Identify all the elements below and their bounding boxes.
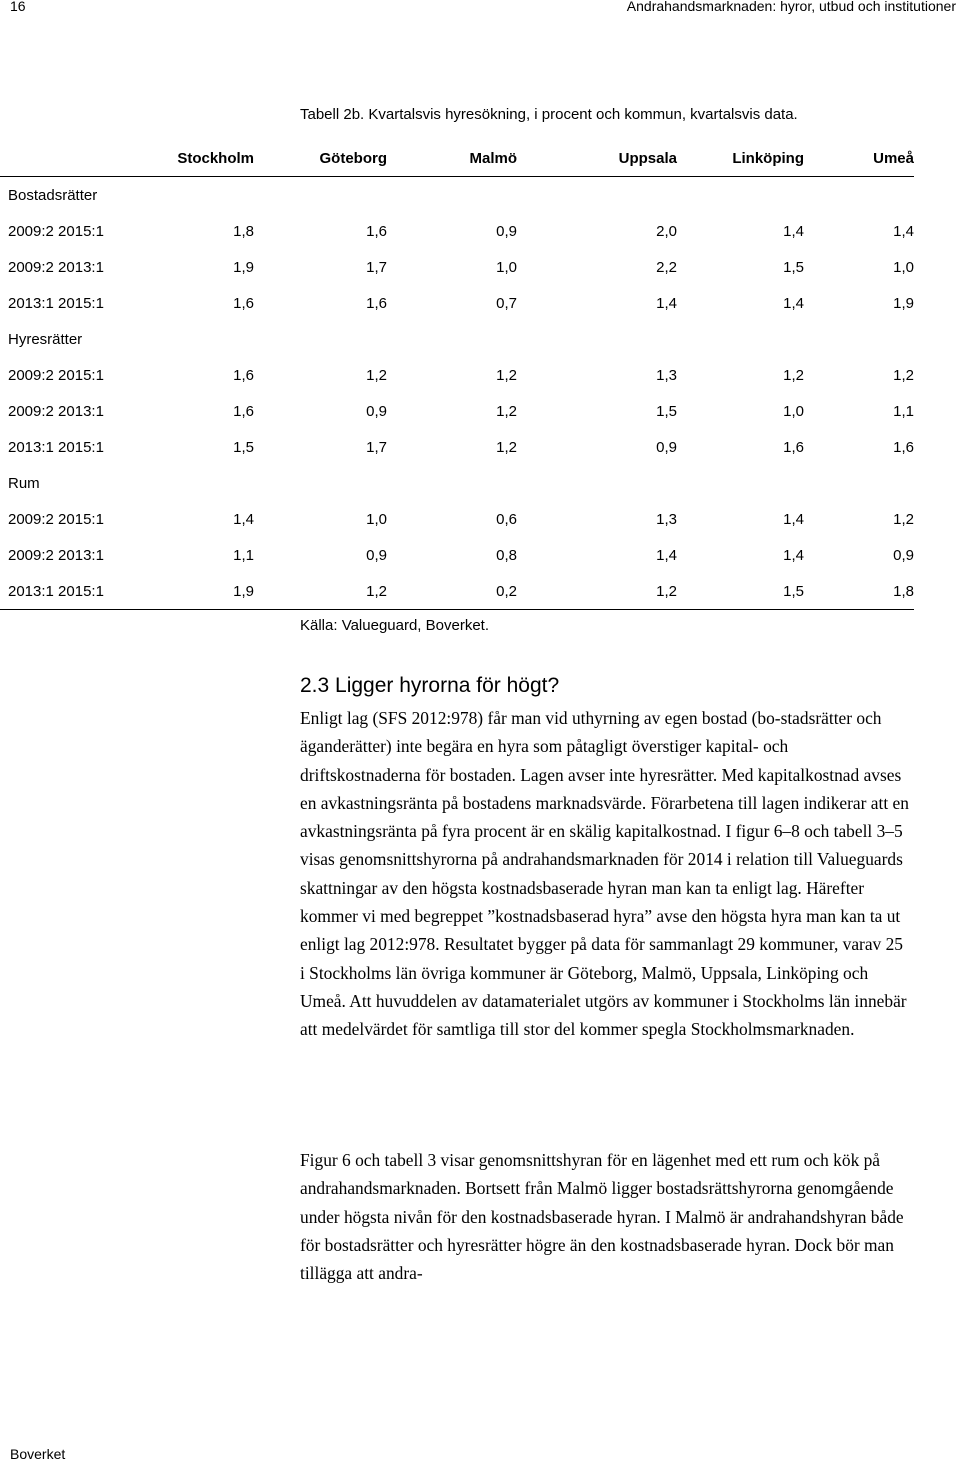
table-cell: 1,7 (366, 258, 387, 276)
page-header (0, 0, 960, 18)
table-cell: 0,2 (387, 573, 517, 610)
table-cell: 1,6 (233, 366, 254, 384)
table-cell: 1,6 (783, 438, 804, 456)
table-section-row (0, 465, 914, 501)
table-cell: 1,8 (804, 573, 914, 610)
table-cell: 1,4 (893, 222, 914, 240)
table-cell: 0,9 (656, 438, 677, 456)
table-cell: 2,2 (656, 258, 677, 276)
table-header-row (0, 142, 914, 177)
row-period-label: 2009:2 2015:1 (8, 510, 104, 528)
table-cell: 0,9 (366, 402, 387, 420)
table-cell: 1,7 (366, 438, 387, 456)
table-row (0, 285, 914, 321)
table-row (0, 573, 914, 610)
table-cell: 1,0 (496, 258, 517, 276)
table-cell: 1,9 (150, 573, 254, 610)
table-cell: 1,6 (233, 294, 254, 312)
table-cell: 1,2 (496, 366, 517, 384)
row-period-label: 2013:1 2015:1 (8, 438, 104, 456)
table-cell: 1,4 (656, 294, 677, 312)
table-cell: 1,2 (517, 573, 677, 610)
table-cell: 1,4 (783, 546, 804, 564)
column-header-blank (0, 142, 150, 177)
page-footer: Boverket (10, 1446, 66, 1462)
table-source: Källa: Valueguard, Boverket. (300, 617, 490, 634)
table-cell: 1,0 (783, 402, 804, 420)
table-cell: 0,9 (893, 546, 914, 564)
table-row (0, 429, 914, 465)
table-cell: 1,2 (893, 366, 914, 384)
table-cell: 1,2 (366, 366, 387, 384)
table-row (0, 357, 914, 393)
table-cell: 1,4 (656, 546, 677, 564)
running-title: Andrahandsmarknaden: hyror, utbud och institutioner (626, 0, 956, 14)
table-cell: 1,4 (233, 510, 254, 528)
row-period-label: 2009:2 2013:1 (8, 258, 104, 276)
row-period-label: 2009:2 2015:1 (8, 222, 104, 240)
row-period-label: 2009:2 2015:1 (8, 366, 104, 384)
table-cell: 1,5 (233, 438, 254, 456)
table-caption: Tabell 2b. Kvartalsvis hyresökning, i procent och kommun, kvartalsvis data. (300, 106, 798, 123)
table-cell: 1,8 (233, 222, 254, 240)
table-cell: 1,0 (366, 510, 387, 528)
column-header-linkoping: Linköping (677, 142, 804, 177)
row-period-label: 2013:1 2015:1 (8, 294, 104, 312)
table-cell: 1,3 (656, 510, 677, 528)
column-header-malmo: Malmö (387, 142, 517, 177)
table-cell: 1,4 (783, 222, 804, 240)
column-header-stockholm: Stockholm (150, 142, 254, 177)
table-cell: 1,2 (893, 510, 914, 528)
row-period-label: 2009:2 2013:1 (8, 546, 104, 564)
table-cell: 1,6 (233, 402, 254, 420)
column-header-umea: Umeå (804, 142, 914, 177)
table-cell: 1,5 (656, 402, 677, 420)
rent-increase-table (0, 142, 914, 610)
table-cell: 1,6 (366, 222, 387, 240)
table-cell: 1,4 (783, 510, 804, 528)
table-cell: 1,6 (366, 294, 387, 312)
table-section-row (0, 177, 914, 214)
section-heading: 2.3 Ligger hyrorna för högt? (300, 674, 560, 697)
table-cell: 1,2 (783, 366, 804, 384)
page-number: 16 (10, 0, 26, 14)
table-cell: 1,6 (893, 438, 914, 456)
table-cell: 1,0 (893, 258, 914, 276)
table-cell: 1,3 (656, 366, 677, 384)
table-cell: 1,9 (893, 294, 914, 312)
table-row (0, 393, 914, 429)
table-cell: 1,4 (783, 294, 804, 312)
table-row (0, 213, 914, 249)
table-cell: 1,9 (233, 258, 254, 276)
section-title: Bostadsrätter (8, 186, 98, 204)
table-cell: 2,0 (656, 222, 677, 240)
section-title: Hyresrätter (8, 330, 83, 348)
table-cell: 1,5 (677, 573, 804, 610)
table-body (0, 177, 914, 610)
table-cell: 0,9 (496, 222, 517, 240)
column-header-uppsala: Uppsala (517, 142, 677, 177)
table-cell: 1,5 (783, 258, 804, 276)
column-header-goteborg: Göteborg (254, 142, 387, 177)
section-title: Rum (8, 474, 40, 492)
table-cell: 1,2 (496, 402, 517, 420)
table-row (0, 537, 914, 573)
table-cell: 0,8 (496, 546, 517, 564)
body-paragraph-2: Figur 6 och tabell 3 visar genomsnittshyran för en lägenhet med ett rum och kök på andrahandsmarknaden. Bortsett från Malmö ligger bostadsrättshyrorna genomgående under högsta nivån för den kostnadsbaserade hyran. I Malmö är andrahandshyran både för bostadsrätter och hyresrätter högre än den kostnadsbaserade hyran. Dock bör man tillägga att andra- (300, 1150, 904, 1284)
table-cell: 0,9 (366, 546, 387, 564)
table-cell: 1,1 (893, 402, 914, 420)
table-cell: 0,6 (496, 510, 517, 528)
table-row (0, 501, 914, 537)
table-cell: 1,2 (254, 573, 387, 610)
table-section-row (0, 321, 914, 357)
row-period-label: 2013:1 2015:1 (0, 573, 150, 610)
table-cell: 1,1 (233, 546, 254, 564)
table-cell: 0,7 (496, 294, 517, 312)
row-period-label: 2009:2 2013:1 (8, 402, 104, 420)
body-paragraph-1: Enligt lag (SFS 2012:978) får man vid uthyrning av egen bostad (bo-stadsrätter och äganderätter) inte begära en hyra som påtagligt överstiger kapital- och driftskostnaderna för bostaden. Lagen avser inte hyresrätter. Med kapitalkostnad avses en avkastningsränta på bostadens marknadsvärde. Förarbetena till lagen indikerar att en avkastningsränta på fyra procent är en skälig kapitalkostnad. I figur 6–8 och tabell 3–5 visas genomsnittshyrorna på andrahandsmarknaden för 2014 i relation till Valueguards skattningar av den högsta kostnadsbaserade hyran man kan ta enligt lag. Härefter kommer vi med begreppet ”kostnadsbaserad hyra” avse den högsta hyra man kan ta ut enligt lag 2012:978. Resultatet bygger på data för sammanlagt 29 kommuner, varav 25 i Stockholms län övriga kommuner är Göteborg, Malmö, Uppsala, Linköping och Umeå. Att huvuddelen av datamaterialet utgörs av kommuner i Stockholms län innebär att medelvärdet för samtliga till stor del kommer spegla Stockholmsmarknaden. (300, 708, 909, 1040)
table-cell: 1,2 (496, 438, 517, 456)
table-row (0, 249, 914, 285)
